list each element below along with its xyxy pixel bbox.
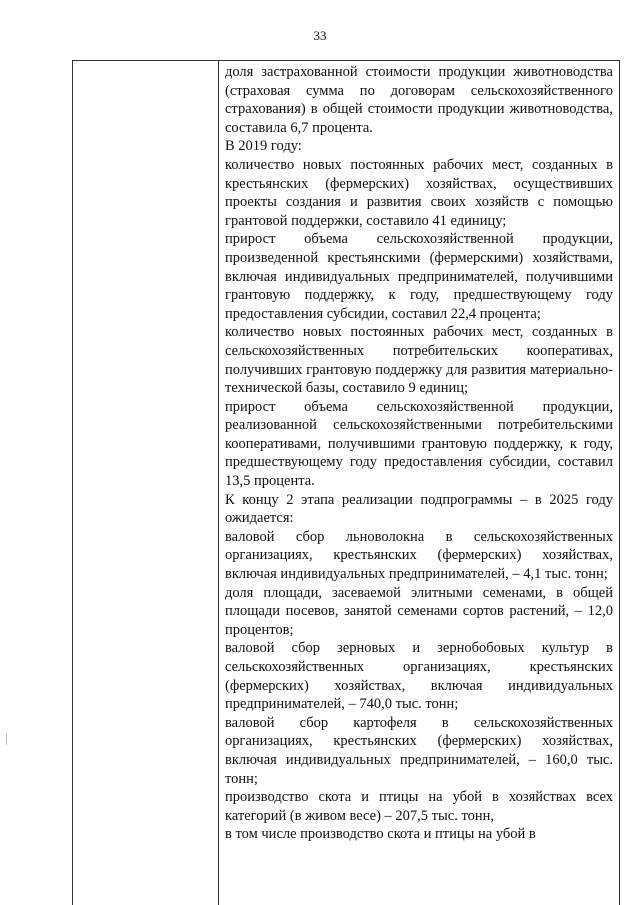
paragraph-potato-harvest: валовой сбор картофеля в сельскохозяйственных организациях, крестьянских (фермерских) хозяйствах, включая индивидуальных предпринимателей, – 160,0 тыс. тонн; bbox=[225, 714, 613, 787]
paragraph-grain-harvest: валовой сбор зерновых и зернобобовых культур в сельскохозяйственных организациях, крестьянских (фермерских) хозяйствах, включая индивидуальных предпринимателей, – 740,0 тыс. тонн; bbox=[225, 640, 613, 713]
paragraph-year-2019: В 2019 году: bbox=[225, 138, 302, 155]
paragraph-growth-farms: прирост объема сельскохозяйственной продукции, произведенной крестьянскими (фермерскими) хозяйствами, включая индивидуальных предпринимателей, получившими грантовую поддержку, к году, предшествующему году предоставления субсидии, составил 22,4 процента; bbox=[225, 231, 613, 322]
paragraph-new-jobs-cooperatives: количество новых постоянных рабочих мест, созданных в сельскохозяйственных потребительских кооперативах, получивших грантовую поддержку для развития материально-технической базы, составило 9 единиц; bbox=[225, 324, 613, 397]
paragraph-livestock-production: производство скота и птицы на убой в хозяйствах всех категорий (в живом весе) – 207,5 тыс. тонн, bbox=[225, 789, 613, 824]
page-number: 33 bbox=[313, 28, 327, 43]
paragraph-growth-cooperatives: прирост объема сельскохозяйственной продукции, реализованной сельскохозяйственными потребительскими кооперативами, получившими грантовую поддержку, к году, предшествующему году предоставления субсидии, составил 13,5 процента. bbox=[225, 398, 613, 490]
paragraph-livestock-including: в том числе производство скота и птицы на убой в bbox=[225, 826, 536, 843]
table-left-column bbox=[73, 61, 219, 905]
paragraph-insurance-share: доля застрахованной стоимости продукции животноводства (страховая сумма по договорам сельскохозяйственного страхования) в общей стоимости продукции животноводства, составила 6,7 процента. bbox=[225, 64, 613, 136]
table-right-column bbox=[219, 61, 619, 844]
paragraph-stage-2-expected: К концу 2 этапа реализации подпрограммы – в 2025 году ожидается: bbox=[225, 491, 613, 527]
margin-mark bbox=[6, 733, 7, 745]
paragraph-new-jobs-farms: количество новых постоянных рабочих мест, созданных в крестьянских (фермерских) хозяйствах, осуществивших проекты создания и развития своих хозяйств с помощью грантовой поддержки, составило 41 единицу; bbox=[225, 156, 613, 229]
paragraph-flax-fiber: валовой сбор льноволокна в сельскохозяйственных организациях, крестьянских (фермерских) хозяйствах, включая индивидуальных предпринимателей, – 4,1 тыс. тонн; bbox=[225, 528, 613, 583]
document-table bbox=[72, 60, 620, 905]
paragraph-elite-seeds: доля площади, засеваемой элитными семенами, в общей площади посевов, занятой семенами сортов растений, – 12,0 процентов; bbox=[225, 584, 613, 638]
